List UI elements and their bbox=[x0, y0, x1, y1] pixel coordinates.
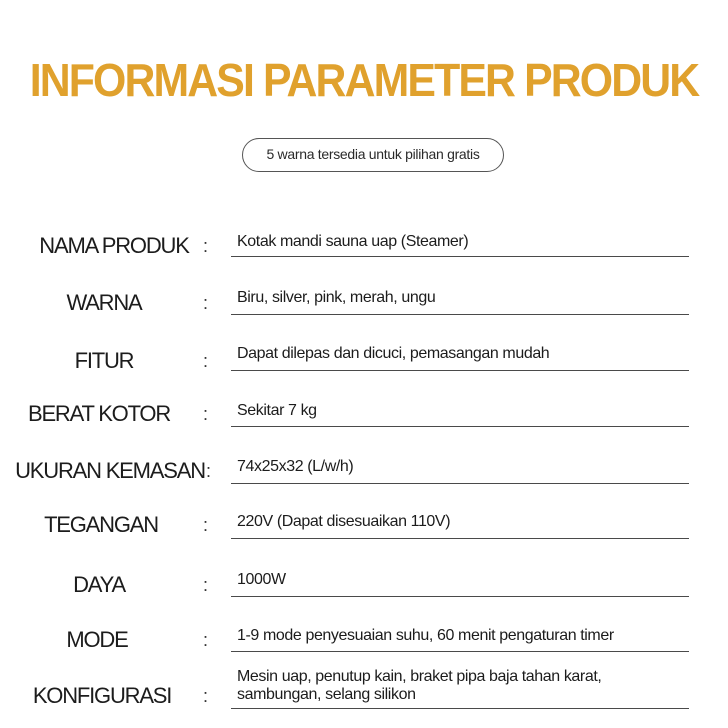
param-separator: : bbox=[203, 404, 209, 424]
page-title: INFORMASI PARAMETER PRODUK bbox=[29, 54, 699, 106]
row-divider bbox=[231, 708, 689, 709]
param-separator: : bbox=[203, 293, 209, 313]
param-value: Dapat dilepas dan dicuci, pemasangan mudah bbox=[237, 345, 550, 362]
param-label: UKURAN KEMASAN bbox=[15, 458, 205, 483]
param-value-line-1: Mesin uap, penutup kain, braket pipa baja tahan karat, bbox=[237, 668, 602, 685]
param-value: Sekitar 7 kg bbox=[237, 402, 317, 419]
param-value: 74x25x32 (L/w/h) bbox=[237, 458, 354, 475]
param-label: FITUR bbox=[74, 348, 134, 373]
row-divider bbox=[231, 483, 689, 484]
param-value: 220V (Dapat disesuaikan 110V) bbox=[237, 513, 451, 530]
param-value: Biru, silver, pink, merah, ungu bbox=[237, 289, 436, 306]
row-divider bbox=[231, 426, 689, 427]
param-label: MODE bbox=[66, 627, 128, 652]
param-value: Kotak mandi sauna uap (Steamer) bbox=[237, 233, 469, 250]
param-separator: : bbox=[203, 236, 209, 256]
param-value: 1-9 mode penyesuaian suhu, 60 menit pengaturan timer bbox=[237, 627, 614, 644]
param-separator: : bbox=[203, 575, 209, 595]
param-value-line-2: sambungan, selang silikon bbox=[237, 686, 416, 703]
param-separator: : bbox=[203, 686, 209, 706]
param-label: TEGANGAN bbox=[44, 512, 158, 537]
color-availability-badge: 5 warna tersedia untuk pilihan gratis bbox=[242, 138, 504, 172]
param-label: WARNA bbox=[66, 290, 142, 315]
row-divider bbox=[231, 256, 689, 257]
param-separator: : bbox=[203, 630, 209, 650]
param-label: NAMA PRODUK bbox=[39, 233, 189, 258]
param-separator: : bbox=[203, 351, 209, 371]
row-divider bbox=[231, 651, 689, 652]
param-label: DAYA bbox=[73, 572, 125, 597]
param-separator: : bbox=[203, 515, 209, 535]
param-value: 1000W bbox=[237, 571, 286, 588]
row-divider bbox=[231, 314, 689, 315]
param-label: BERAT KOTOR bbox=[27, 401, 171, 426]
row-divider bbox=[231, 370, 689, 371]
param-label: KONFIGURASI bbox=[32, 683, 172, 708]
param-separator: : bbox=[206, 461, 212, 481]
row-divider bbox=[231, 596, 689, 597]
row-divider bbox=[231, 538, 689, 539]
